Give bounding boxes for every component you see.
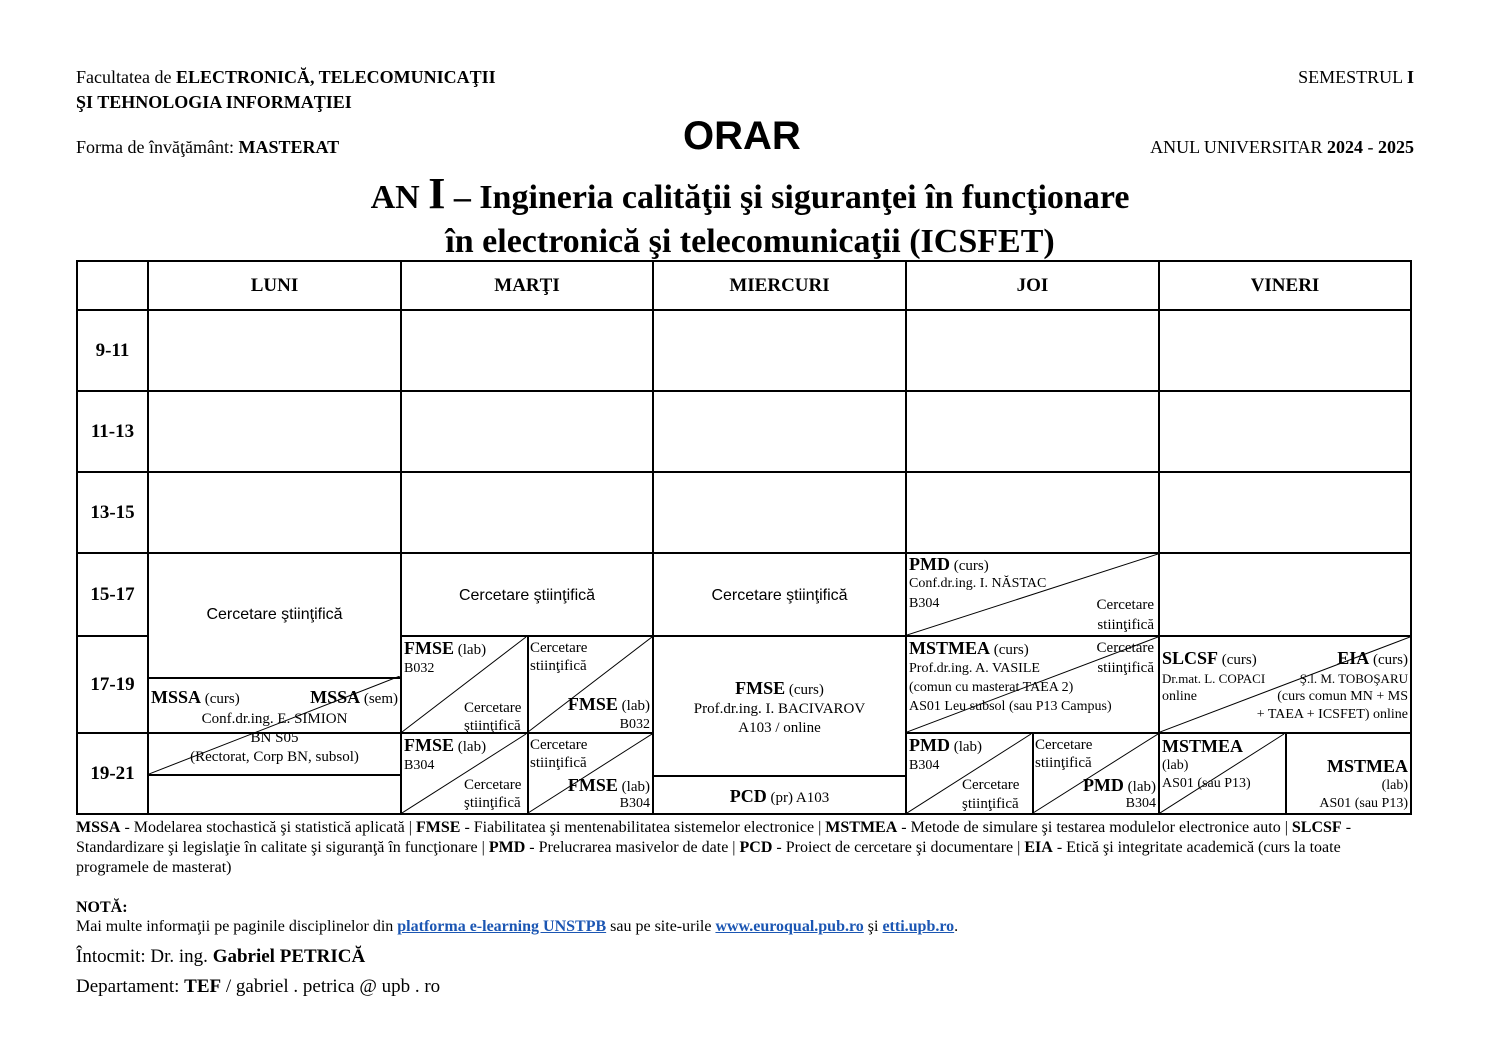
- faculty-name-line2: ŞI TEHNOLOGIA INFORMAŢIEI: [76, 92, 352, 112]
- course-title: MSTMEA (curs): [909, 638, 1029, 658]
- research-label: Cercetare: [530, 737, 588, 753]
- divider: [654, 775, 905, 777]
- room: AS01 (sau P13): [1162, 776, 1251, 791]
- course-title: FMSE (lab): [404, 638, 487, 658]
- research-label: stiinţifică: [1035, 755, 1092, 771]
- legend-item: MSTMEA - Metode de simulare şi testarea modulelor electronice auto |: [825, 819, 1292, 836]
- vineri-slcsf-cell: [1159, 636, 1411, 733]
- day-header: VINERI: [1159, 261, 1411, 310]
- luni-mssa-cell: [148, 687, 401, 814]
- course-note: (curs comun MN + MS: [1277, 689, 1408, 704]
- room: A103 / online: [738, 720, 821, 736]
- elearning-link[interactable]: platforma e-learning UNSTPB: [397, 918, 607, 935]
- course-title: SLCSF (curs): [1162, 648, 1257, 668]
- research-label: Cercetare: [464, 700, 522, 716]
- slot-cell: [653, 472, 906, 553]
- time-label: 15-17: [77, 553, 148, 636]
- semester: SEMESTRUL I: [1298, 67, 1414, 87]
- vineri-mstmea-cell: [1159, 733, 1411, 814]
- day-header: LUNI: [148, 261, 401, 310]
- slot-cell: [148, 391, 401, 472]
- slot-cell: [653, 310, 906, 391]
- slot-cell: [1159, 391, 1411, 472]
- day-header: JOI: [906, 261, 1159, 310]
- research-label: Cercetare ştiinţifică: [458, 587, 596, 604]
- slot-cell: [148, 472, 401, 553]
- course-title: PMD (curs): [909, 554, 989, 574]
- research-label: Cercetare: [962, 777, 1020, 793]
- day-header: MARŢI: [401, 261, 653, 310]
- note-text: Mai multe informaţii pe paginile disciplinelor din platforma e-learning UNSTPB sau pe site-urile www.euroqual.pub.ro şi etti.upb.ro.: [76, 918, 959, 935]
- faculty-name: Facultatea de ELECTRONICĂ, TELECOMUNICAŢII: [76, 67, 496, 87]
- slot-cell: [401, 310, 653, 391]
- course-title: PMD (lab): [909, 735, 983, 755]
- teacher-name: Dr.mat. L. COPACI: [1162, 671, 1266, 686]
- academic-year: ANUL UNIVERSITAR 2024 - 2025: [1150, 137, 1414, 157]
- research-label: Cercetare: [1096, 640, 1154, 656]
- legend-item: SLCSF - Standardizare şi legislaţie în calitate şi siguranţă în funcţionare |: [76, 819, 1352, 856]
- time-row: [77, 391, 1411, 472]
- course-title: MSSA (curs): [151, 687, 240, 707]
- program-title-line2: în electronică şi telecomunicaţii (ICSFET): [445, 223, 1055, 260]
- day-header: MIERCURI: [653, 261, 906, 310]
- research-label: Cercetare ştiinţifică: [711, 587, 848, 604]
- session-type: (lab): [1162, 758, 1189, 773]
- slot-cell: [401, 391, 653, 472]
- marti-fmse-cell: [401, 636, 653, 733]
- legend-item: PMD - Prelucrarea masivelor de date |: [488, 839, 740, 856]
- teacher-name: Conf.dr.ing. I. NĂSTAC: [909, 576, 1047, 591]
- teacher-name: Prof.dr.ing. A. VASILE: [909, 661, 1040, 676]
- department: Departament: TEF / gabriel . petrica @ upb . ro: [76, 976, 441, 997]
- joi-mstmea-cell: [906, 636, 1159, 733]
- room: B304: [404, 758, 435, 773]
- research-label: Cercetare: [1035, 737, 1093, 753]
- course-title: MSTMEA: [1327, 756, 1408, 776]
- teacher-name: Conf.dr.ing. E. SIMION: [201, 711, 348, 727]
- course-note: (comun cu masterat TAEA 2): [909, 680, 1074, 695]
- room: B032: [619, 717, 650, 732]
- legend-item: MSSA - Modelarea stochastică şi statistică aplicată |: [76, 819, 416, 836]
- miercuri-fmse-cell: [653, 636, 906, 814]
- time-row: [77, 553, 1411, 636]
- delivery-mode: online: [1162, 689, 1197, 704]
- time-label: 9-11: [77, 310, 148, 391]
- time-row: [77, 310, 1411, 391]
- etti-link[interactable]: etti.upb.ro: [882, 918, 955, 935]
- course-title: FMSE (lab): [404, 735, 487, 755]
- research-label: stiinţifică: [1097, 617, 1154, 633]
- research-label: stiinţifică: [530, 755, 587, 771]
- research-label: Cercetare ştiinţifică: [206, 606, 343, 623]
- joi-pmd-curs-cell: [906, 553, 1159, 636]
- teacher-name: Prof.dr.ing. I. BACIVAROV: [693, 701, 866, 717]
- legend-item: EIA - Etică şi integritate academică (curs la toate programele de masterat): [76, 839, 1341, 876]
- time-label: 11-13: [77, 391, 148, 472]
- slot-cell: [906, 472, 1159, 553]
- corner-cell: [77, 261, 148, 310]
- research-label: Cercetare: [1096, 597, 1154, 613]
- page-title: ORAR: [683, 114, 801, 158]
- room: AS01 (sau P13): [1319, 796, 1408, 811]
- divider: [149, 774, 400, 776]
- legend-item: FMSE - Fiabilitatea şi mentenabilitatea sistemelor electronice |: [415, 819, 826, 836]
- slot-cell: [401, 472, 653, 553]
- course-title: EIA (curs): [1337, 648, 1408, 668]
- course-title: MSTMEA: [1162, 736, 1243, 756]
- euroqual-link[interactable]: www.euroqual.pub.ro: [715, 918, 864, 935]
- room: B304: [909, 596, 940, 611]
- research-label: stiinţifică: [1097, 660, 1154, 676]
- research-label: ştiinţifică: [464, 718, 521, 734]
- slot-cell: [653, 391, 906, 472]
- time-label: 13-15: [77, 472, 148, 553]
- course-title: MSSA (sem): [310, 687, 398, 707]
- slot-cell: [1159, 310, 1411, 391]
- marti-research-cell: [401, 553, 653, 636]
- time-label: 17-19: [77, 636, 148, 733]
- time-row: [77, 472, 1411, 553]
- slot-cell: [906, 310, 1159, 391]
- legend: [76, 818, 1416, 878]
- room: B032: [404, 661, 435, 676]
- slot-cell: [906, 391, 1159, 472]
- study-form: Forma de învăţământ: MASTERAT: [76, 137, 340, 157]
- room: BN S05: [250, 730, 299, 746]
- course-title: PCD (pr) A103: [729, 786, 830, 806]
- course-title: FMSE (curs): [735, 678, 824, 698]
- program-title: AN I – Ingineria calităţii şi siguranţei în funcţionare: [370, 169, 1130, 218]
- research-label: Cercetare: [530, 640, 588, 656]
- note-heading: NOTĂ:: [76, 899, 128, 916]
- research-label: Cercetare: [464, 777, 522, 793]
- course-title: PMD (lab): [1082, 775, 1156, 795]
- schedule-table: [76, 260, 1412, 815]
- research-label: stiinţifică: [530, 658, 587, 674]
- session-type: (lab): [1381, 778, 1408, 793]
- research-label: ştiinţifică: [464, 795, 521, 811]
- course-title: FMSE (lab): [567, 775, 650, 795]
- joi-pmd-lab-cell: [906, 733, 1159, 814]
- author: Întocmit: Dr. ing. Gabriel PETRICĂ: [76, 946, 366, 967]
- slot-cell: [1159, 553, 1411, 636]
- time-label: 19-21: [77, 733, 148, 814]
- room: (Rectorat, Corp BN, subsol): [190, 749, 359, 765]
- slot-cell: [1159, 472, 1411, 553]
- course-note: + TAEA + ICSFET) online: [1256, 707, 1408, 722]
- room: B304: [909, 758, 940, 773]
- course-title: FMSE (lab): [567, 694, 650, 714]
- room: B304: [1125, 796, 1156, 811]
- slot-cell: [148, 310, 401, 391]
- legend-item: PCD - Proiect de cercetare şi documentare |: [739, 839, 1025, 856]
- marti-fmse-b304-cell: [401, 733, 653, 814]
- miercuri-research-cell: [653, 553, 906, 636]
- room: B304: [619, 796, 650, 811]
- teacher-name: Ş.l. M. TOBOŞARU: [1299, 671, 1408, 686]
- day-header-row: [77, 261, 1411, 310]
- research-label: ştiinţifică: [962, 796, 1019, 812]
- room: AS01 Leu subsol (sau P13 Campus): [909, 699, 1112, 714]
